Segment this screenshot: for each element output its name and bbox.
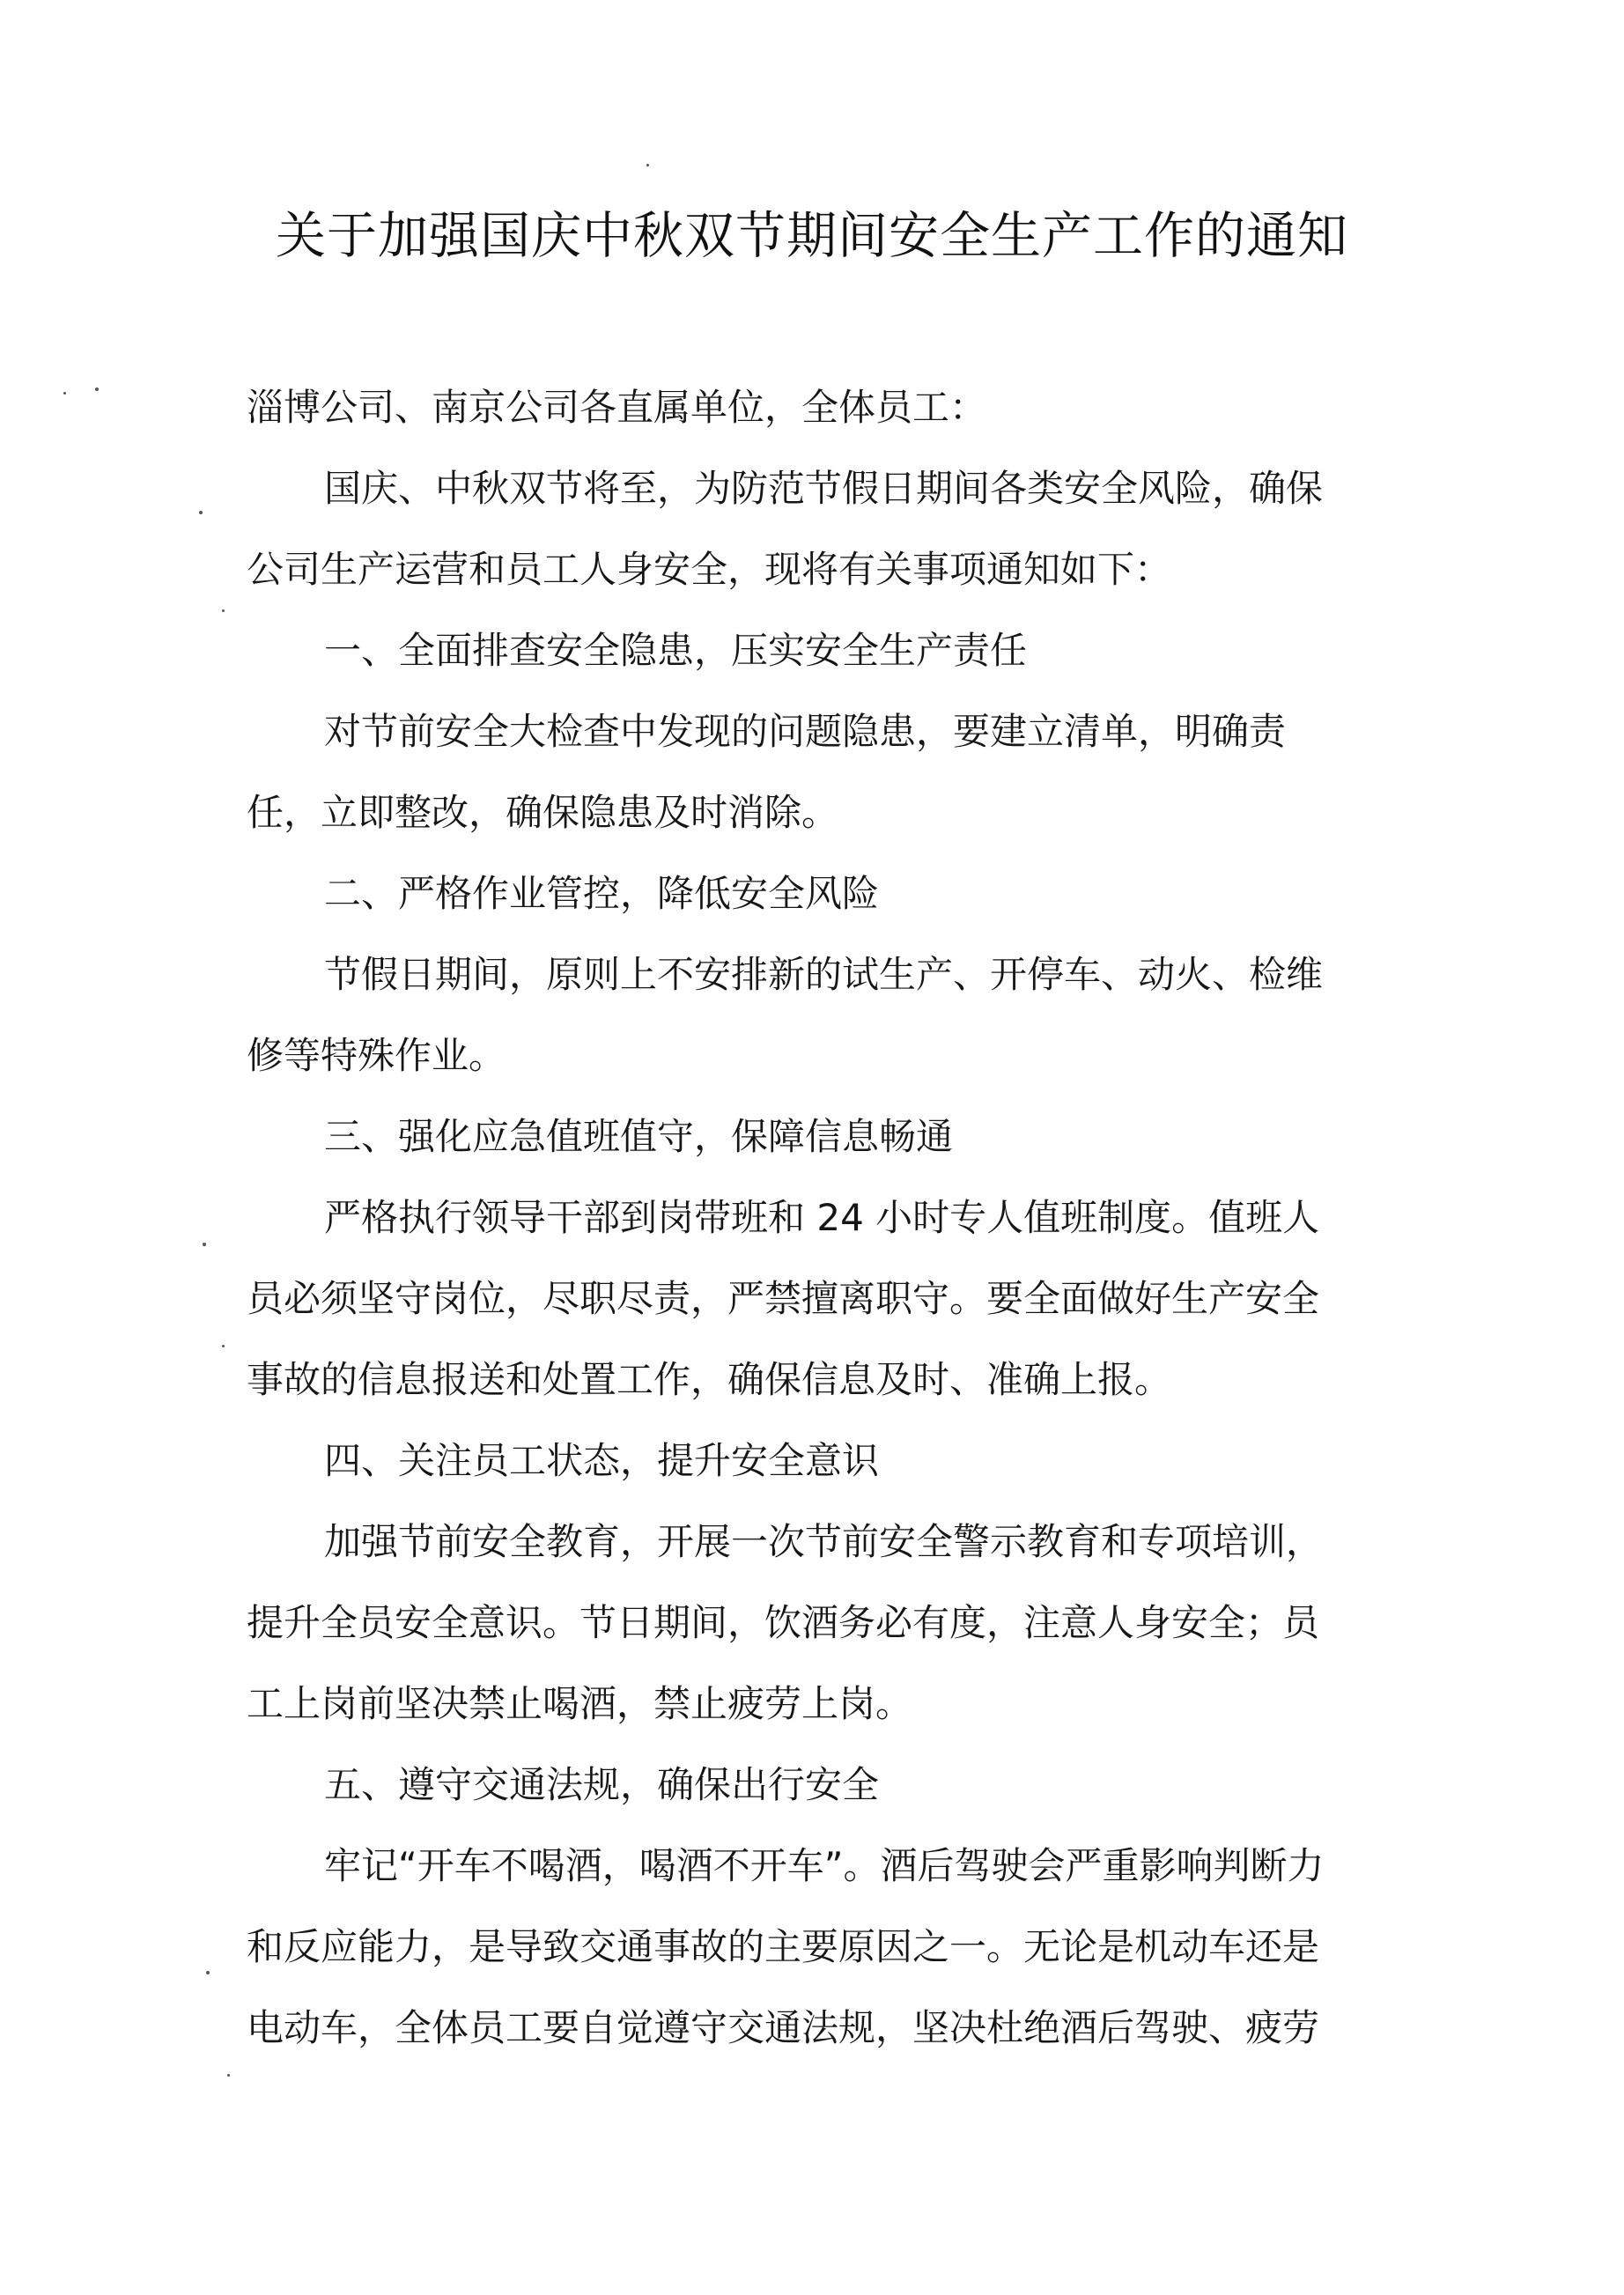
section-3-body-line-2: 员必须坚守岗位，尽职尽责，严禁擅离职守。要全面做好生产安全 xyxy=(247,1277,1320,1320)
scan-speck xyxy=(206,1971,210,1974)
section-4-body-line-3: 工上岗前坚决禁止喝酒，禁止疲劳上岗。 xyxy=(247,1682,913,1725)
scan-speck xyxy=(203,1243,206,1246)
salutation: 淄博公司、南京公司各直属单位，全体员工： xyxy=(247,386,987,429)
section-1-heading: 一、全面排查安全隐患，压实安全生产责任 xyxy=(324,629,1028,672)
section-1-body-line-1: 对节前安全大检查中发现的问题隐患，要建立清单，明确责 xyxy=(324,710,1287,753)
scan-speck xyxy=(199,511,203,514)
section-5-body-line-1: 牢记“开车不喝酒，喝酒不开车”。酒后驾驶会严重影响判断力 xyxy=(324,1844,1325,1887)
section-3-heading: 三、强化应急值班值守，保障信息畅通 xyxy=(324,1115,954,1158)
section-2-heading: 二、严格作业管控，降低安全风险 xyxy=(324,872,880,915)
section-4-body-line-1: 加强节前安全教育，开展一次节前安全警示教育和专项培训， xyxy=(324,1520,1324,1563)
document-title: 关于加强国庆中秋双节期间安全生产工作的通知 xyxy=(276,207,1348,265)
scan-speck xyxy=(63,392,66,395)
scan-speck xyxy=(222,1345,225,1347)
section-5-body-line-3: 电动车，全体员工要自觉遵守交通法规，坚决杜绝酒后驾驶、疲劳 xyxy=(247,2006,1320,2049)
intro-line-1: 国庆、中秋双节将至，为防范节假日期间各类安全风险，确保 xyxy=(324,467,1324,510)
section-2-body-line-1: 节假日期间，原则上不安排新的试生产、开停车、动火、检维 xyxy=(324,953,1324,996)
section-3-body-line-1: 严格执行领导干部到岗带班和 24 小时专人值班制度。值班人 xyxy=(324,1196,1320,1239)
scan-speck xyxy=(222,609,225,612)
section-3-body-line-3: 事故的信息报送和处置工作，确保信息及时、准确上报。 xyxy=(247,1358,1172,1401)
scan-speck xyxy=(646,164,649,166)
section-5-body-line-2: 和反应能力，是导致交通事故的主要原因之一。无论是机动车还是 xyxy=(247,1925,1320,1968)
section-5-heading: 五、遵守交通法规，确保出行安全 xyxy=(324,1763,880,1806)
section-4-heading: 四、关注员工状态，提升安全意识 xyxy=(324,1439,880,1482)
section-4-body-line-2: 提升全员安全意识。节日期间，饮酒务必有度，注意人身安全；员 xyxy=(247,1601,1320,1644)
section-1-body-line-2: 任，立即整改，确保隐患及时消除。 xyxy=(247,791,839,834)
scan-speck xyxy=(95,387,99,391)
intro-line-2: 公司生产运营和员工人身安全，现将有关事项通知如下： xyxy=(247,548,1172,591)
section-2-body-line-2: 修等特殊作业。 xyxy=(247,1034,506,1077)
scan-speck xyxy=(227,2074,230,2077)
